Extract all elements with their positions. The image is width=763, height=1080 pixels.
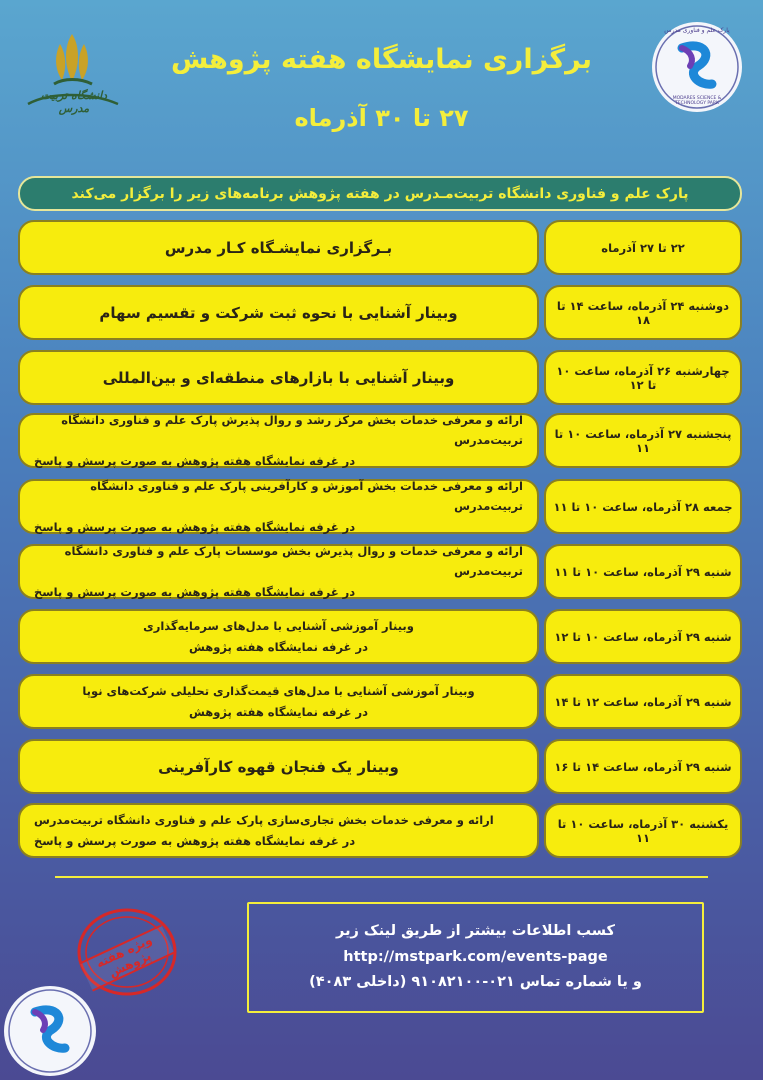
schedule-event: وبینار آشنایی با بازارهای منطقه‌ای و بین‌المللی (18, 350, 539, 405)
schedule-date: جمعه ۲۸ آذرماه، ساعت ۱۰ تا ۱۱ (544, 479, 742, 534)
schedule-row (0, 220, 763, 275)
schedule-date: پنجشنبه ۲۷ آذرماه، ساعت ۱۰ تا ۱۱ (544, 413, 742, 468)
info-line-1: کسب اطلاعات بیشتر از طریق لینک زیر (336, 923, 615, 940)
schedule-row (0, 285, 763, 340)
schedule-date: شنبه ۲۹ آذرماه، ساعت ۱۲ تا ۱۴ (544, 674, 742, 729)
schedule-event (18, 609, 539, 664)
schedule-date: چهارشنبه ۲۶ آذرماه، ساعت ۱۰ تا ۱۲ (544, 350, 742, 405)
schedule-event: بـرگزاری نمایشـگاه کـار مدرس (18, 220, 539, 275)
schedule-event: وبینار یک فنجان قهوه کارآفرینی (18, 739, 539, 794)
divider (55, 876, 708, 878)
schedule-row (0, 544, 763, 599)
intro-banner (18, 176, 742, 211)
events-link[interactable]: http://mstpark.com/events-page (343, 948, 608, 965)
schedule-row (0, 739, 763, 794)
schedule-row (0, 413, 763, 468)
schedule-event-line: ارائه و معرفی خدمات بخش مرکز رشد و روال پذیرش پارک علم و فناوری دانشگاه تربیت‌مدرس (61, 413, 523, 448)
schedule-event-line: وبینار آموزشی آشنایی با مدل‌های سرمایه‌گذاری (143, 619, 414, 634)
schedule-event-line: در غرفه نمایشگاه هفته پژوهش به صورت پرسش و پاسخ (34, 833, 356, 848)
schedule-row (0, 479, 763, 534)
schedule-event-line: در غرفه نمایشگاه هفته پژوهش (189, 639, 368, 654)
intro-banner-text: پارک علم و فناوری دانشگاه تربیت‌مـدرس در هفته پژوهش برنامه‌های زیر را برگزار می‌کند (71, 185, 689, 202)
schedule-date: شنبه ۲۹ آذرماه، ساعت ۱۴ تا ۱۶ (544, 739, 742, 794)
schedule-event (18, 544, 539, 599)
park-logo-text-en: MODARES SCIENCE & TECHNOLOGY PARK (672, 96, 722, 106)
schedule-date: یکشنبه ۳۰ آذرماه، ساعت ۱۰ تا ۱۱ (544, 803, 742, 858)
schedule-row (0, 803, 763, 858)
schedule-row (0, 674, 763, 729)
schedule-date: ۲۲ تا ۲۷ آذرماه (544, 220, 742, 275)
info-line-3: و یا شماره تماس ۰۲۱-۹۱۰۸۲۱۰۰ (داخلی ۴۰۸۳) (309, 974, 642, 991)
schedule-row (0, 609, 763, 664)
contact-info-box (247, 902, 704, 1013)
schedule-event-line: در غرفه نمایشگاه هفته پژوهش (189, 704, 368, 719)
schedule-event-line: ارائه و معرفی خدمات و روال پذیرش بخش موسسات پارک علم و فناوری دانشگاه تربیت‌مدرس (64, 544, 523, 579)
schedule-date: شنبه ۲۹ آذرماه، ساعت ۱۰ تا ۱۱ (544, 544, 742, 599)
schedule-event-line: وبینار آموزشی آشنایی با مدل‌های قیمت‌گذاری تحلیلی شرکت‌های نوپا (82, 684, 475, 699)
park-logo-small (4, 986, 96, 1076)
park-logo-text: پارک علم و فناوری مدرس (664, 27, 730, 34)
schedule-event (18, 803, 539, 858)
schedule-event-line: در غرفه نمایشگاه هفته پژوهش به صورت پرسش و پاسخ (34, 453, 356, 468)
schedule-date: دوشنبه ۲۴ آذرماه، ساعت ۱۴ تا ۱۸ (544, 285, 742, 340)
schedule-event-line: در غرفه نمایشگاه هفته پژوهش به صورت پرسش و پاسخ (34, 519, 356, 534)
schedule-event-line: در غرفه نمایشگاه هفته پژوهش به صورت پرسش و پاسخ (34, 584, 356, 599)
schedule-event-line: ارائه و معرفی خدمات بخش تجاری‌سازی پارک علم و فناوری دانشگاه تربیت‌مدرس (34, 813, 494, 828)
university-logo-text: دانشگاه تربیت مدرس (40, 89, 108, 115)
schedule-row (0, 350, 763, 405)
page-subtitle: ۲۷ تا ۳۰ آذرماه (294, 104, 469, 132)
page-title: برگزاری نمایشگاه هفته پژوهش (170, 44, 593, 75)
schedule-event (18, 413, 539, 468)
schedule-event (18, 674, 539, 729)
schedule-event-line: ارائه و معرفی خدمات بخش آموزش و کارآفرینی پارک علم و فناوری دانشگاه تربیت‌مدرس (90, 479, 523, 514)
schedule-event (18, 479, 539, 534)
stamp-text: ویژه هفته پژوهش (79, 924, 174, 991)
schedule-date: شنبه ۲۹ آذرماه، ساعت ۱۰ تا ۱۲ (544, 609, 742, 664)
schedule-event: وبینار آشنایی با نحوه ثبت شرکت و تقسیم سهام (18, 285, 539, 340)
